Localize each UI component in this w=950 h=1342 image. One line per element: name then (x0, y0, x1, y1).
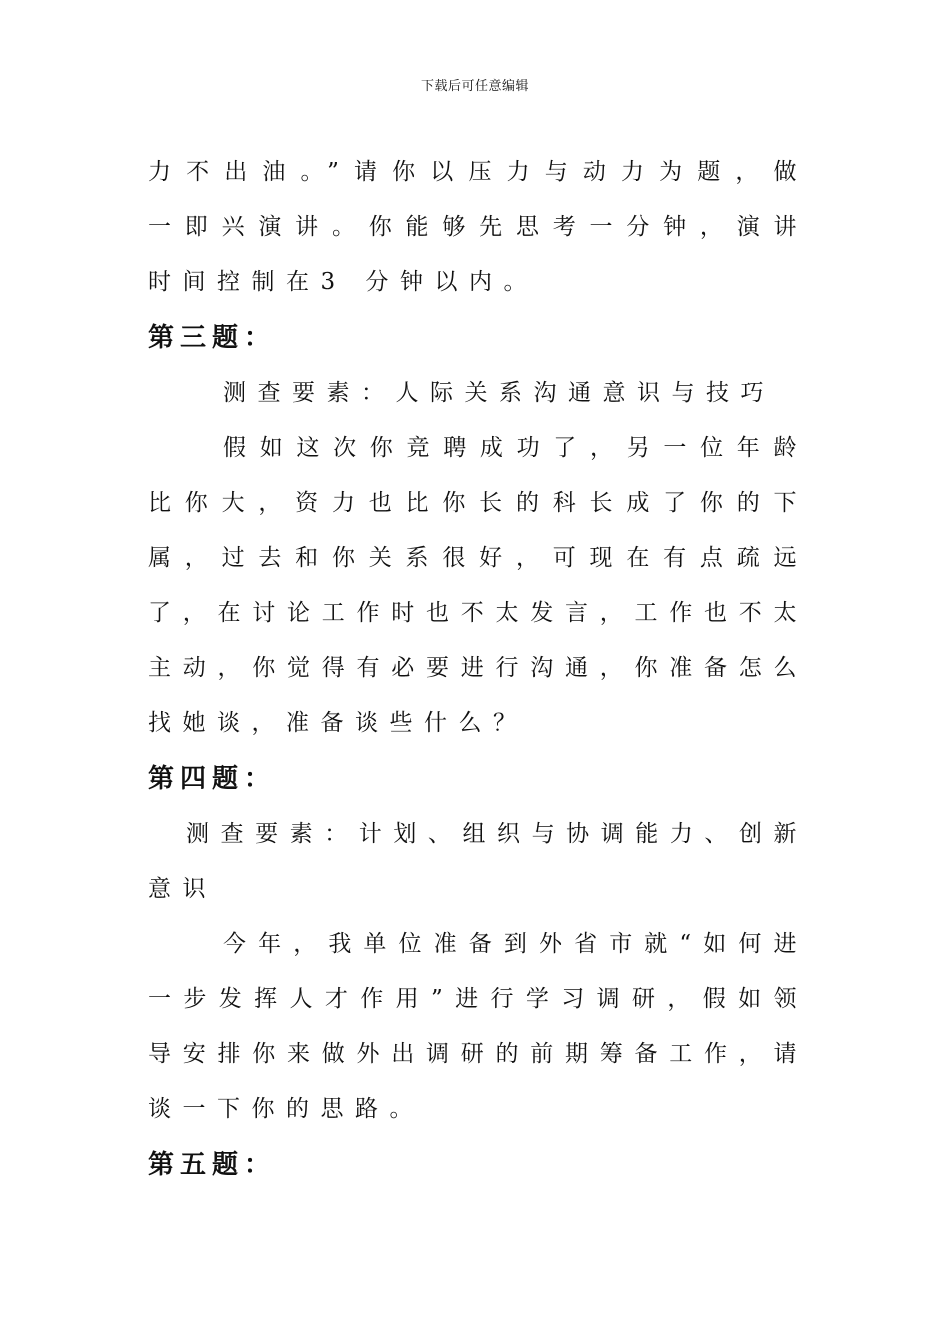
page-header: 下载后可任意编辑 (420, 79, 529, 94)
question-3-element: 测查要素：人际关系沟通意识与技巧 (223, 380, 775, 406)
question-4-title: 第四题： (148, 764, 277, 794)
question-2-text-line-3: 时间控制在3 分钟以内。 (148, 269, 538, 295)
question-2-text-line-2: 一即兴演讲。你能够先思考一分钟，演讲 (148, 214, 808, 240)
question-3-title: 第三题： (148, 323, 277, 353)
question-4-element: 测查要素：计划、组织与协调能力、创新意识 (148, 821, 808, 902)
question-3-body: 假如这次你竞聘成功了，另一位年龄比你大，资力也比你长的科长成了你的下属，过去和你关系很好，可现在有点疏远了，在讨论工作时也不太发言，工作也不太主动，你觉得有必要进行沟通，你准备怎么找她谈，准备谈些什么？ (148, 435, 808, 736)
question-4-body: 今年，我单位准备到外省市就“如何进一步发挥人才作用”进行学习调研，假如领导安排你来做外出调研的前期筹备工作，请谈一下你的思路。 (148, 931, 808, 1122)
question-5-title: 第五题： (148, 1150, 277, 1180)
question-2-text-line-1: 力不出油。”请你以压力与动力为题，做 (148, 159, 808, 185)
document-body (148, 145, 808, 1193)
